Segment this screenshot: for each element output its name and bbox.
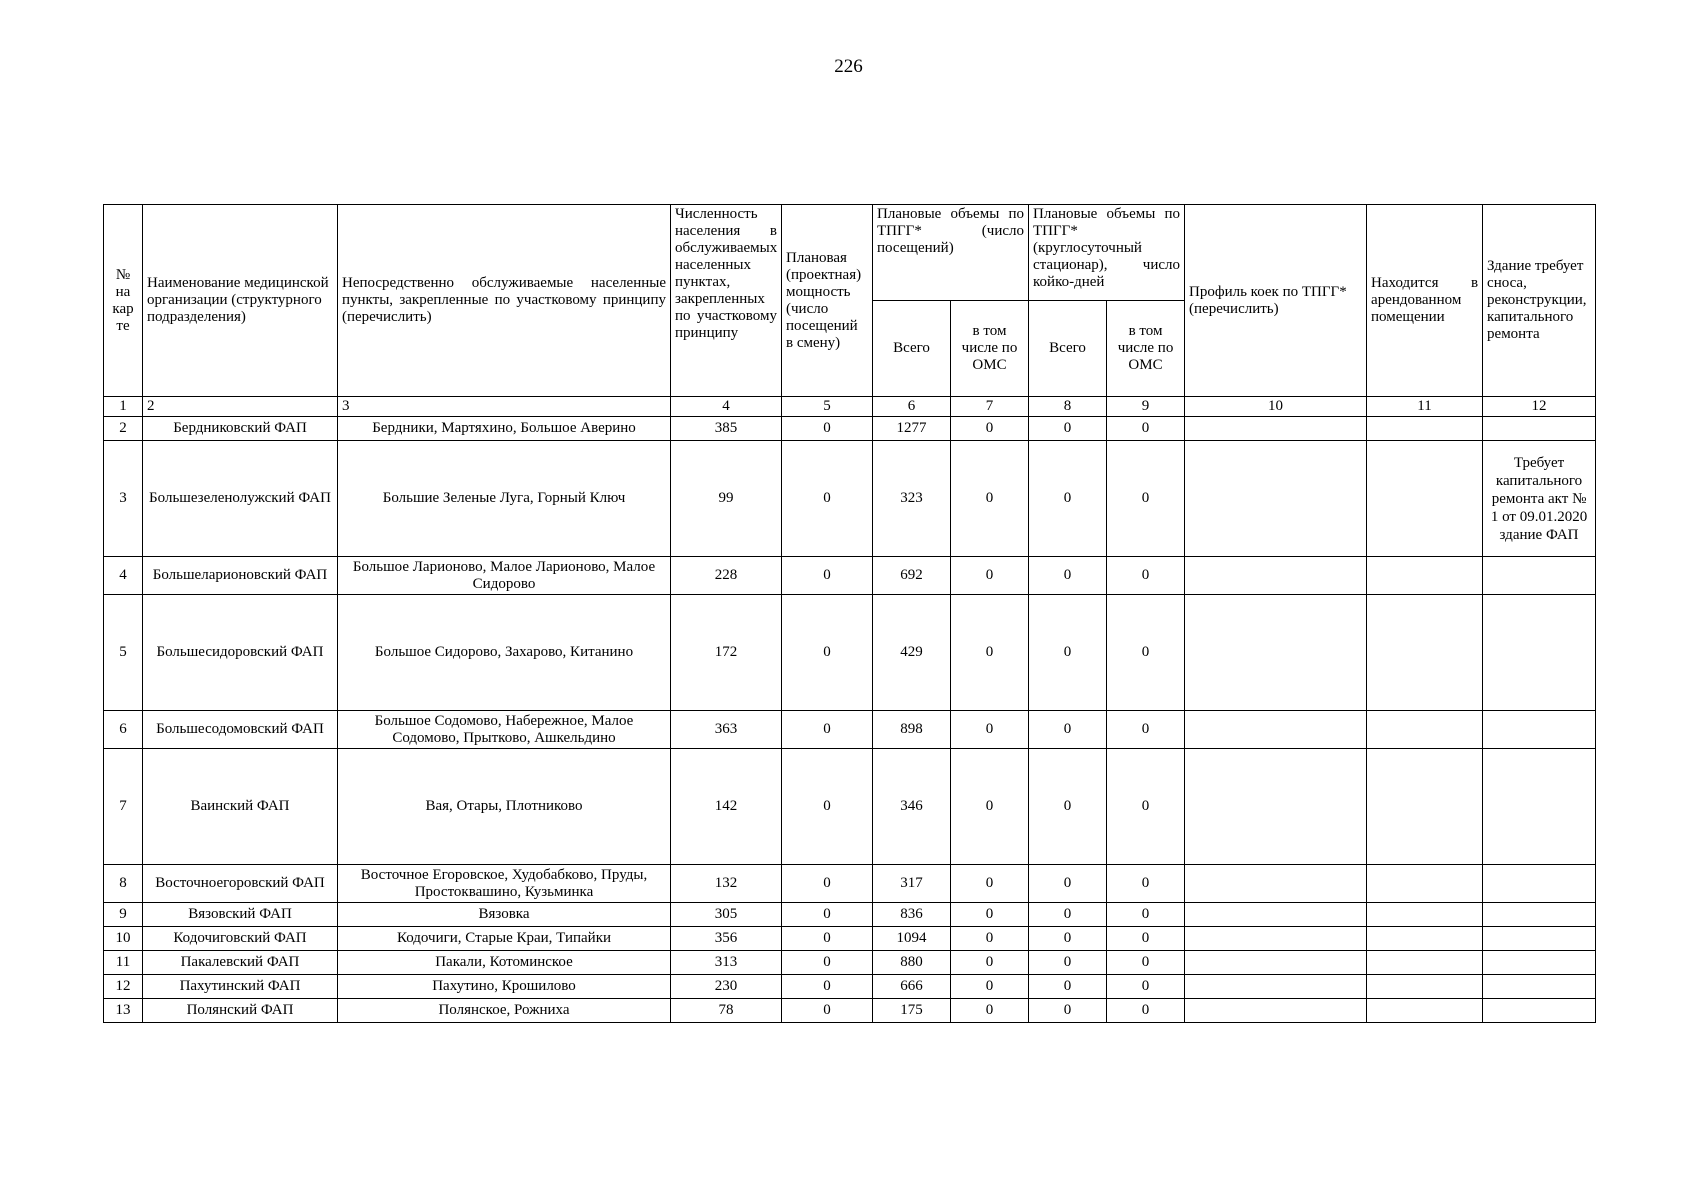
row-visits-total: 323: [873, 441, 951, 557]
row-population: 313: [671, 951, 782, 975]
row-beddays-oms: 0: [1107, 711, 1185, 749]
row-beddays-total: 0: [1029, 927, 1107, 951]
row-population: 99: [671, 441, 782, 557]
row-rented-premises: [1367, 749, 1483, 865]
row-organization-name: Большеларионовский ФАП: [143, 557, 338, 595]
row-building-condition: [1483, 999, 1596, 1023]
row-served-settlements: Большие Зеленые Луга, Горный Ключ: [338, 441, 671, 557]
row-bed-profile: [1185, 749, 1367, 865]
header-rented-premises: Находится в арендованном помещении: [1367, 205, 1483, 397]
row-beddays-total: 0: [1029, 441, 1107, 557]
row-beddays-oms: 0: [1107, 999, 1185, 1023]
row-building-condition: [1483, 927, 1596, 951]
row-planned-capacity: 0: [782, 749, 873, 865]
row-visits-total: 880: [873, 951, 951, 975]
row-visits-oms: 0: [951, 865, 1029, 903]
column-number: 11: [1367, 397, 1483, 417]
row-map-number: 6: [104, 711, 143, 749]
table-row: [104, 903, 1596, 927]
table-row: [104, 865, 1596, 903]
row-population: 230: [671, 975, 782, 999]
header-planned-visits: Плановые объемы по ТПГГ* (число посещений): [873, 205, 1029, 301]
row-served-settlements: Полянское, Рожниха: [338, 999, 671, 1023]
column-number: 8: [1029, 397, 1107, 417]
row-building-condition: [1483, 903, 1596, 927]
row-organization-name: Полянский ФАП: [143, 999, 338, 1023]
row-population: 172: [671, 595, 782, 711]
row-rented-premises: [1367, 417, 1483, 441]
row-population: 305: [671, 903, 782, 927]
table-row: [104, 441, 1596, 557]
row-visits-oms: 0: [951, 999, 1029, 1023]
table-row: [104, 595, 1596, 711]
fap-table: [103, 204, 1596, 1023]
row-served-settlements: Большое Содомово, Набережное, Малое Содомово, Прытково, Ашкельдино: [338, 711, 671, 749]
row-visits-total: 666: [873, 975, 951, 999]
row-planned-capacity: 0: [782, 951, 873, 975]
row-bed-profile: [1185, 711, 1367, 749]
header-bed-profile: Профиль коек по ТПГГ* (перечислить): [1185, 205, 1367, 397]
row-planned-capacity: 0: [782, 865, 873, 903]
row-beddays-total: 0: [1029, 999, 1107, 1023]
row-organization-name: Восточноегоровский ФАП: [143, 865, 338, 903]
row-visits-total: 429: [873, 595, 951, 711]
row-map-number: 9: [104, 903, 143, 927]
table-row: [104, 557, 1596, 595]
row-beddays-oms: 0: [1107, 927, 1185, 951]
row-population: 142: [671, 749, 782, 865]
row-served-settlements: Большое Сидорово, Захарово, Китанино: [338, 595, 671, 711]
row-map-number: 11: [104, 951, 143, 975]
row-visits-total: 1094: [873, 927, 951, 951]
row-beddays-total: 0: [1029, 865, 1107, 903]
row-visits-oms: 0: [951, 749, 1029, 865]
row-map-number: 12: [104, 975, 143, 999]
column-number: 9: [1107, 397, 1185, 417]
row-visits-total: 346: [873, 749, 951, 865]
row-bed-profile: [1185, 927, 1367, 951]
row-organization-name: Бердниковский ФАП: [143, 417, 338, 441]
row-organization-name: Большесодомовский ФАП: [143, 711, 338, 749]
row-organization-name: Большесидоровский ФАП: [143, 595, 338, 711]
table-header: [104, 205, 1596, 417]
table-row: [104, 975, 1596, 999]
row-bed-profile: [1185, 441, 1367, 557]
row-planned-capacity: 0: [782, 711, 873, 749]
table-row: [104, 749, 1596, 865]
row-beddays-total: 0: [1029, 903, 1107, 927]
row-rented-premises: [1367, 975, 1483, 999]
row-served-settlements: Вая, Отары, Плотниково: [338, 749, 671, 865]
row-planned-capacity: 0: [782, 557, 873, 595]
row-bed-profile: [1185, 417, 1367, 441]
row-beddays-total: 0: [1029, 595, 1107, 711]
header-planned-bed-days: Плановые объемы по ТПГГ* (круглосуточный стационар), число койко-дней: [1029, 205, 1185, 301]
row-map-number: 2: [104, 417, 143, 441]
row-visits-oms: 0: [951, 927, 1029, 951]
row-bed-profile: [1185, 865, 1367, 903]
column-number: 1: [104, 397, 143, 417]
row-visits-oms: 0: [951, 975, 1029, 999]
header-population: Численность населения в обслуживаемых населенных пунктах, закрепленных по участковому принципу: [671, 205, 782, 397]
header-visits-total: Всего: [873, 301, 951, 397]
row-beddays-total: 0: [1029, 975, 1107, 999]
row-map-number: 3: [104, 441, 143, 557]
row-served-settlements: Пакали, Котоминское: [338, 951, 671, 975]
row-population: 385: [671, 417, 782, 441]
row-beddays-oms: 0: [1107, 557, 1185, 595]
row-served-settlements: Бердники, Мартяхино, Большое Аверино: [338, 417, 671, 441]
row-bed-profile: [1185, 951, 1367, 975]
row-planned-capacity: 0: [782, 595, 873, 711]
row-building-condition: [1483, 865, 1596, 903]
row-map-number: 5: [104, 595, 143, 711]
row-beddays-oms: 0: [1107, 749, 1185, 865]
row-served-settlements: Кодочиги, Старые Краи, Типайки: [338, 927, 671, 951]
row-population: 356: [671, 927, 782, 951]
row-planned-capacity: 0: [782, 975, 873, 999]
row-building-condition: [1483, 595, 1596, 711]
row-rented-premises: [1367, 903, 1483, 927]
row-visits-oms: 0: [951, 951, 1029, 975]
column-number: 3: [338, 397, 671, 417]
row-visits-total: 1277: [873, 417, 951, 441]
row-map-number: 10: [104, 927, 143, 951]
row-planned-capacity: 0: [782, 417, 873, 441]
row-beddays-oms: 0: [1107, 865, 1185, 903]
column-number: 7: [951, 397, 1029, 417]
row-visits-oms: 0: [951, 557, 1029, 595]
row-bed-profile: [1185, 975, 1367, 999]
row-bed-profile: [1185, 557, 1367, 595]
row-visits-oms: 0: [951, 417, 1029, 441]
row-rented-premises: [1367, 557, 1483, 595]
row-population: 132: [671, 865, 782, 903]
row-visits-total: 836: [873, 903, 951, 927]
row-population: 228: [671, 557, 782, 595]
table-row: [104, 711, 1596, 749]
row-visits-total: 898: [873, 711, 951, 749]
row-map-number: 4: [104, 557, 143, 595]
page-number: 226: [834, 56, 863, 77]
row-visits-total: 317: [873, 865, 951, 903]
row-rented-premises: [1367, 865, 1483, 903]
table-row: [104, 951, 1596, 975]
row-beddays-oms: 0: [1107, 417, 1185, 441]
row-beddays-oms: 0: [1107, 441, 1185, 557]
row-visits-oms: 0: [951, 441, 1029, 557]
row-rented-premises: [1367, 999, 1483, 1023]
row-organization-name: Пахутинский ФАП: [143, 975, 338, 999]
row-planned-capacity: 0: [782, 927, 873, 951]
row-rented-premises: [1367, 951, 1483, 975]
row-building-condition: [1483, 417, 1596, 441]
row-served-settlements: Вязовка: [338, 903, 671, 927]
header-visits-oms: в том числе по ОМС: [951, 301, 1029, 397]
row-building-condition: Требует капитального ремонта акт № 1 от 09.01.2020 здание ФАП: [1483, 441, 1596, 557]
row-served-settlements: Большое Ларионово, Малое Ларионово, Малое Сидорово: [338, 557, 671, 595]
row-building-condition: [1483, 557, 1596, 595]
row-population: 78: [671, 999, 782, 1023]
row-organization-name: Ваинский ФАП: [143, 749, 338, 865]
table-row: [104, 927, 1596, 951]
header-beddays-total: Всего: [1029, 301, 1107, 397]
row-bed-profile: [1185, 595, 1367, 711]
column-number: 2: [143, 397, 338, 417]
row-map-number: 13: [104, 999, 143, 1023]
row-beddays-total: 0: [1029, 749, 1107, 865]
row-map-number: 8: [104, 865, 143, 903]
row-population: 363: [671, 711, 782, 749]
row-beddays-total: 0: [1029, 417, 1107, 441]
row-rented-premises: [1367, 595, 1483, 711]
row-building-condition: [1483, 711, 1596, 749]
row-rented-premises: [1367, 711, 1483, 749]
row-organization-name: Большезеленолужский ФАП: [143, 441, 338, 557]
row-building-condition: [1483, 951, 1596, 975]
column-number: 6: [873, 397, 951, 417]
header-map-number: № на кар те: [104, 205, 143, 397]
header-planned-capacity: Плановая (проектная) мощность (число посещений в смену): [782, 205, 873, 397]
row-beddays-oms: 0: [1107, 975, 1185, 999]
row-beddays-oms: 0: [1107, 951, 1185, 975]
row-beddays-total: 0: [1029, 951, 1107, 975]
row-rented-premises: [1367, 441, 1483, 557]
row-organization-name: Вязовский ФАП: [143, 903, 338, 927]
row-building-condition: [1483, 749, 1596, 865]
header-building-condition: Здание требует сноса, реконструкции, капитального ремонта: [1483, 205, 1596, 397]
table-body: [104, 417, 1596, 1023]
column-number: 5: [782, 397, 873, 417]
column-number: 10: [1185, 397, 1367, 417]
row-visits-oms: 0: [951, 711, 1029, 749]
row-rented-premises: [1367, 927, 1483, 951]
row-planned-capacity: 0: [782, 441, 873, 557]
row-visits-total: 175: [873, 999, 951, 1023]
row-beddays-oms: 0: [1107, 903, 1185, 927]
row-organization-name: Кодочиговский ФАП: [143, 927, 338, 951]
row-visits-oms: 0: [951, 595, 1029, 711]
table-row: [104, 999, 1596, 1023]
row-beddays-total: 0: [1029, 557, 1107, 595]
header-organization-name: Наименование медицинской организации (структурного подразделения): [143, 205, 338, 397]
row-planned-capacity: 0: [782, 999, 873, 1023]
row-beddays-total: 0: [1029, 711, 1107, 749]
header-beddays-oms: в том числе по ОМС: [1107, 301, 1185, 397]
row-visits-total: 692: [873, 557, 951, 595]
row-beddays-oms: 0: [1107, 595, 1185, 711]
row-organization-name: Пакалевский ФАП: [143, 951, 338, 975]
row-building-condition: [1483, 975, 1596, 999]
table-row: [104, 417, 1596, 441]
row-planned-capacity: 0: [782, 903, 873, 927]
row-visits-oms: 0: [951, 903, 1029, 927]
row-served-settlements: Пахутино, Крошилово: [338, 975, 671, 999]
column-number: 12: [1483, 397, 1596, 417]
column-number-row: [104, 397, 1596, 417]
row-bed-profile: [1185, 903, 1367, 927]
row-bed-profile: [1185, 999, 1367, 1023]
column-number: 4: [671, 397, 782, 417]
header-served-settlements: Непосредственно обслуживаемые населенные пункты, закрепленные по участковому принципу (перечислить): [338, 205, 671, 397]
row-served-settlements: Восточное Егоровское, Худобабково, Пруды, Простоквашино, Кузьминка: [338, 865, 671, 903]
row-map-number: 7: [104, 749, 143, 865]
